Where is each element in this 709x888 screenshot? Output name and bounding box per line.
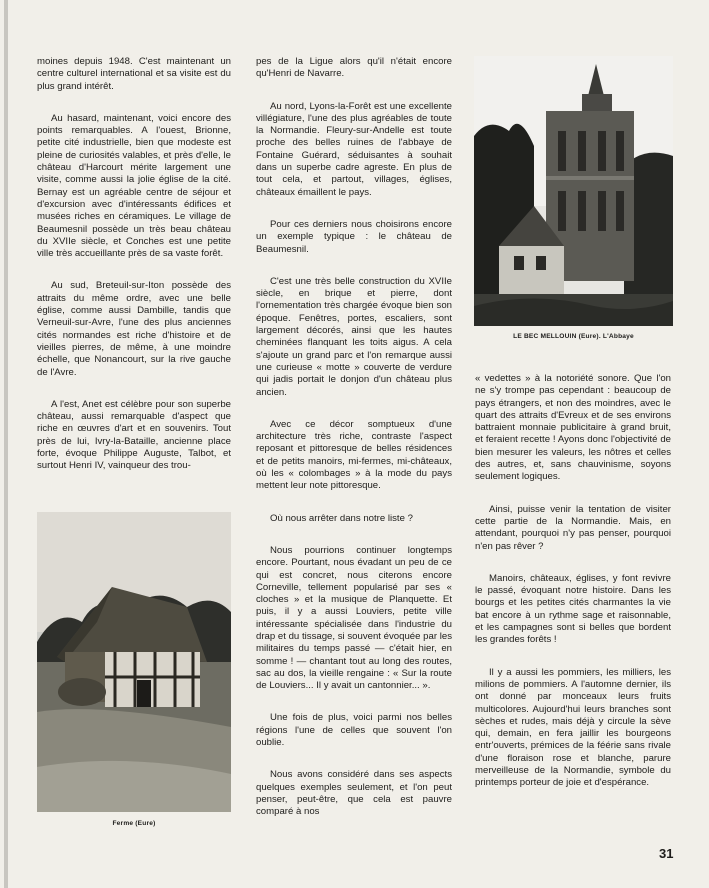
paragraph: Avec ce décor somptueux d'une architecture très riche, contraste l'aspect reposant et pittoresque de belles résidences et de petits manoirs, mi-fermes, mi-châteaux, où les « colombages » à la mode du pays mettent leur note pittoresque. xyxy=(256,418,452,492)
paragraph: Pour ces derniers nous choisirons encore un exemple typique : le château de Beaumesnil. xyxy=(256,218,452,255)
paragraph: Nous pourrions continuer longtemps encore. Pourtant, nous évadant un peu de ce qui est concret, nous citerons encore Corneville, tellement popularisé par ses « cloches » et la musique de Planquette. Et puis, il y a aussi Louviers, petite ville intéressante spécialisée dans l'industrie du drap et du tissage, si souvent évoquée par les militaires du temps passé — c'était hier, en somme ! — chantant tout au long des routes, sac au dos, la vieille rengaine : « Sur la route de Louviers... Il y avait un cantonnier... ». xyxy=(256,544,452,692)
abbey-photo xyxy=(474,56,673,326)
text-column-3 xyxy=(475,373,671,802)
paragraph: Manoirs, châteaux, églises, y font revivre le passé, évoquant notre histoire. Dans les bourgs et les petites cités charmantes la vie bat encore à un rythme sage et raisonnable, et les campagnes sont si belles que bordent les grandes forêts ! xyxy=(475,572,671,646)
paragraph: Où nous arrêter dans notre liste ? xyxy=(270,512,413,524)
paragraph: Ainsi, puisse venir la tentation de visiter cette partie de la Normandie. Mais, en attendant, pourquoi n'y pas penser, pourquoi n'en pas rêver ? xyxy=(475,503,671,552)
paragraph: A l'est, Anet est célèbre pour son superbe château, aussi remarquable d'aspect que riche en œuvres d'art et en souvenirs. Tout près de lui, Ivry-la-Bataille, ancienne place forte, évoque Philippe Auguste, Talbot, et surtout Henri IV, vainqueur des trou- xyxy=(37,398,231,472)
abbey-illustration xyxy=(474,56,673,326)
farm-photo xyxy=(37,512,231,812)
page-number: 31 xyxy=(659,846,674,861)
paragraph: pes de la Ligue alors qu'il n'était encore qu'Henri de Navarre. xyxy=(256,56,452,80)
paragraph: Il y a aussi les pommiers, les milliers, les milions de pommiers. A l'automne dernier, ils ont donné par monceaux leurs fruits multicolores. Aujourd'hui leurs branches sont sèches et rudes, mais déjà y circule la sève qui, demain, en fera jaillir les bourgeons entr'ouverts, prémices de la féérie sans rivale d'une floraison rose et blanche, parure merveilleuse de la Normandie, symbole du printemps porteur de joie et d'espérance. xyxy=(475,666,671,789)
paragraph: « vedettes » à la notoriété sonore. Que l'on ne s'y trompe pas cependant : beaucoup de pays étrangers, et non des moindres, avec le quart des attraits d'Evreux et de ses environs battraient monnaie publicitaire à grand bruit, et feraient recette ! Ayons donc l'objectivité de bien mesurer les valeurs, les nôtres et celles des autres, et, sans chauvinisme, soyons seulement logiques. xyxy=(475,373,671,483)
paragraph: Nous avons considéré dans ses aspects quelques exemples seulement, et l'on peut penser, peut-être, que cela est pauvre comparé à nos xyxy=(256,769,452,818)
farm-photo-caption: Ferme (Eure) xyxy=(112,820,156,827)
paragraph: Au hasard, maintenant, voici encore des points remarquables. A l'ouest, Brionne, petite cité industrielle, bien que modeste est pleine de curiosités valables, et près d'elle, le château d'Harcourt mérite largement une visite, comme aussi la jolie église de la cité. Bernay est un agréable centre de séjour et d'excursion avec d'intéressants édifices et musées riches en céramiques. Le village de Beaumesnil possède un très beau château du XVIIe siècle, et Conches est une petite ville très accueillante près de sa vaste forêt. xyxy=(37,112,231,260)
text-column-1 xyxy=(37,56,231,485)
farm-illustration xyxy=(37,512,231,812)
text-column-2 xyxy=(256,56,452,831)
paragraph: C'est une très belle construction du XVIIe siècle, en brique et pierre, dont l'ornementation très chargée évoque bien son époque. Fenêtres, portes, escaliers, sont largement décorés, ainsi que les hautes cheminées flanquant les toits aigus. A cela s'ajoute un grand parc et l'on remarque aussi une curieuse « motte » couverte de verdure qui jadis portait le donjon d'un château plus ancien. xyxy=(256,275,452,398)
paragraph: Une fois de plus, voici parmi nos belles régions l'une de celles que souvent l'on oublie. xyxy=(256,712,452,749)
abbey-photo-caption: LE BEC MELLOUIN (Eure). L'Abbaye xyxy=(513,333,634,340)
paragraph: moines depuis 1948. C'est maintenant un centre culturel international et sa visite est du plus grand intérêt. xyxy=(37,56,231,92)
page-edge-shadow xyxy=(4,0,8,888)
paragraph: Au sud, Breteuil-sur-Iton possède des attraits du même ordre, avec une belle église, comme aussi Dambille, tandis que Verneuil-sur-Avre, l'une des plus anciennes cités normandes est riche d'histoire et de vieilles pierres, de même, à une moindre échelle, que Nonancourt, sur la rive gauche de l'Avre. xyxy=(37,280,231,378)
paragraph: Au nord, Lyons-la-Forêt est une excellente villégiature, l'une des plus agréables de toute la Normandie. Fleury-sur-Andelle est toute proche des belles ruines de l'abbaye de Fontaine Guérard, séduisantes à souhait dans un superbe cadre agreste. En plus de tout cela, et partout, villages, églises, châteaux émaillent le pays. xyxy=(256,100,452,198)
